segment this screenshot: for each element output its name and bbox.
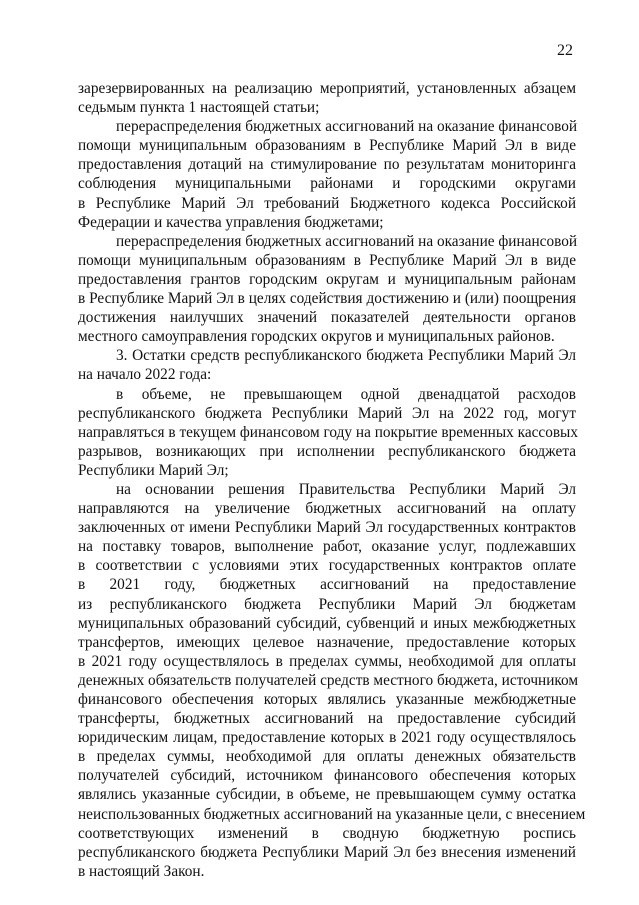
text-line: юридическим лицам, предоставление которых в 2021 году осуществлялось [78, 729, 576, 747]
text-line: помощи муниципальным образованиям в Республике Марий Эл в виде [78, 251, 576, 269]
text-line: в Республике Марий Эл требований Бюджетного кодекса Российской [78, 194, 576, 212]
text-line: зарезервированных на реализацию мероприятий, установленных абзацем [78, 80, 576, 97]
text-line: получателей субсидий, источником финансового обеспечения которых [78, 767, 576, 785]
text-line: в 2021 году осуществлялось в пределах суммы, необходимой для оплаты [78, 652, 576, 670]
page-number: 22 [557, 42, 573, 59]
text-line: в 2021 году, бюджетных ассигнований на предоставление [78, 576, 576, 594]
text-line: достижения наилучших значений показателей деятельности органов [78, 309, 576, 327]
text-line: республиканского бюджета Республики Марий Эл на 2022 год, могут [78, 404, 576, 422]
text-line: в настоящий Закон. [78, 862, 205, 880]
text-line: Республики Марий Эл; [78, 461, 229, 479]
text-line: являлись указанные субсидии, в объеме, не превышающем сумму остатка [78, 786, 576, 804]
text-line: 3. Остатки средств республиканского бюджета Республики Марий Эл [116, 347, 576, 365]
text-line: соблюдения муниципальными районами и городскими округами [78, 175, 576, 193]
text-line: соответствующих изменений в сводную бюджетную роспись [78, 824, 576, 842]
text-line: трансферты, бюджетных ассигнований на предоставление субсидий [78, 710, 576, 728]
text-line: местного самоуправления городских округов и муниципальных районов. [78, 328, 555, 346]
text-line: муниципальных образований субсидий, субвенций и иных межбюджетных [78, 614, 576, 632]
text-line: на поставку товаров, выполнение работ, оказание услуг, подлежавших [78, 538, 576, 556]
text-line: неиспользованных бюджетных ассигнований на указанные цели, с внесением [78, 805, 586, 823]
text-line: предоставления грантов городским округам и муниципальным районам [78, 270, 576, 288]
text-line: в объеме, не превышающем одной двенадцатой расходов [116, 385, 576, 403]
text-line: перераспределения бюджетных ассигнований на оказание финансовой [116, 118, 578, 136]
text-line: трансфертов, имеющих целевое назначение, предоставление которых [78, 633, 576, 651]
text-line: денежных обязательств получателей средств местного бюджета, источником [78, 671, 579, 689]
text-line: в Республике Марий Эл в целях содействия достижению и (или) поощрения [78, 290, 576, 308]
text-line: направляться в текущем финансовом году на покрытие временных кассовых [78, 423, 578, 441]
text-line: на начало 2022 года: [78, 366, 212, 384]
text-line: в пределах суммы, необходимой для оплаты денежных обязательств [78, 748, 576, 766]
document-body [78, 79, 586, 881]
text-line: перераспределения бюджетных ассигнований на оказание финансовой [116, 232, 578, 250]
text-line: заключенных от имени Республики Марий Эл государственных контрактов [78, 519, 576, 537]
text-line: в соответствии с условиями этих государственных контрактов оплате [78, 557, 576, 575]
text-line: седьмым пункта 1 настоящей статьи; [78, 99, 320, 117]
text-line: республиканского бюджета Республики Марий Эл без внесения изменений [78, 843, 576, 861]
text-line: разрывов, возникающих при исполнении республиканского бюджета [78, 442, 576, 460]
text-line: из республиканского бюджета Республики Марий Эл бюджетам [78, 595, 576, 613]
text-line: направляются на увеличение бюджетных ассигнований на оплату [78, 500, 576, 518]
text-line: помощи муниципальным образованиям в Республике Марий Эл в виде [78, 137, 576, 155]
text-line: на основании решения Правительства Республики Марий Эл [116, 480, 576, 498]
text-line: предоставления дотаций на стимулирование по результатам мониторинга [78, 156, 576, 174]
text-line: финансового обеспечения которых являлись указанные межбюджетные [78, 691, 576, 708]
text-line: Федерации и качества управления бюджетами; [78, 213, 384, 231]
